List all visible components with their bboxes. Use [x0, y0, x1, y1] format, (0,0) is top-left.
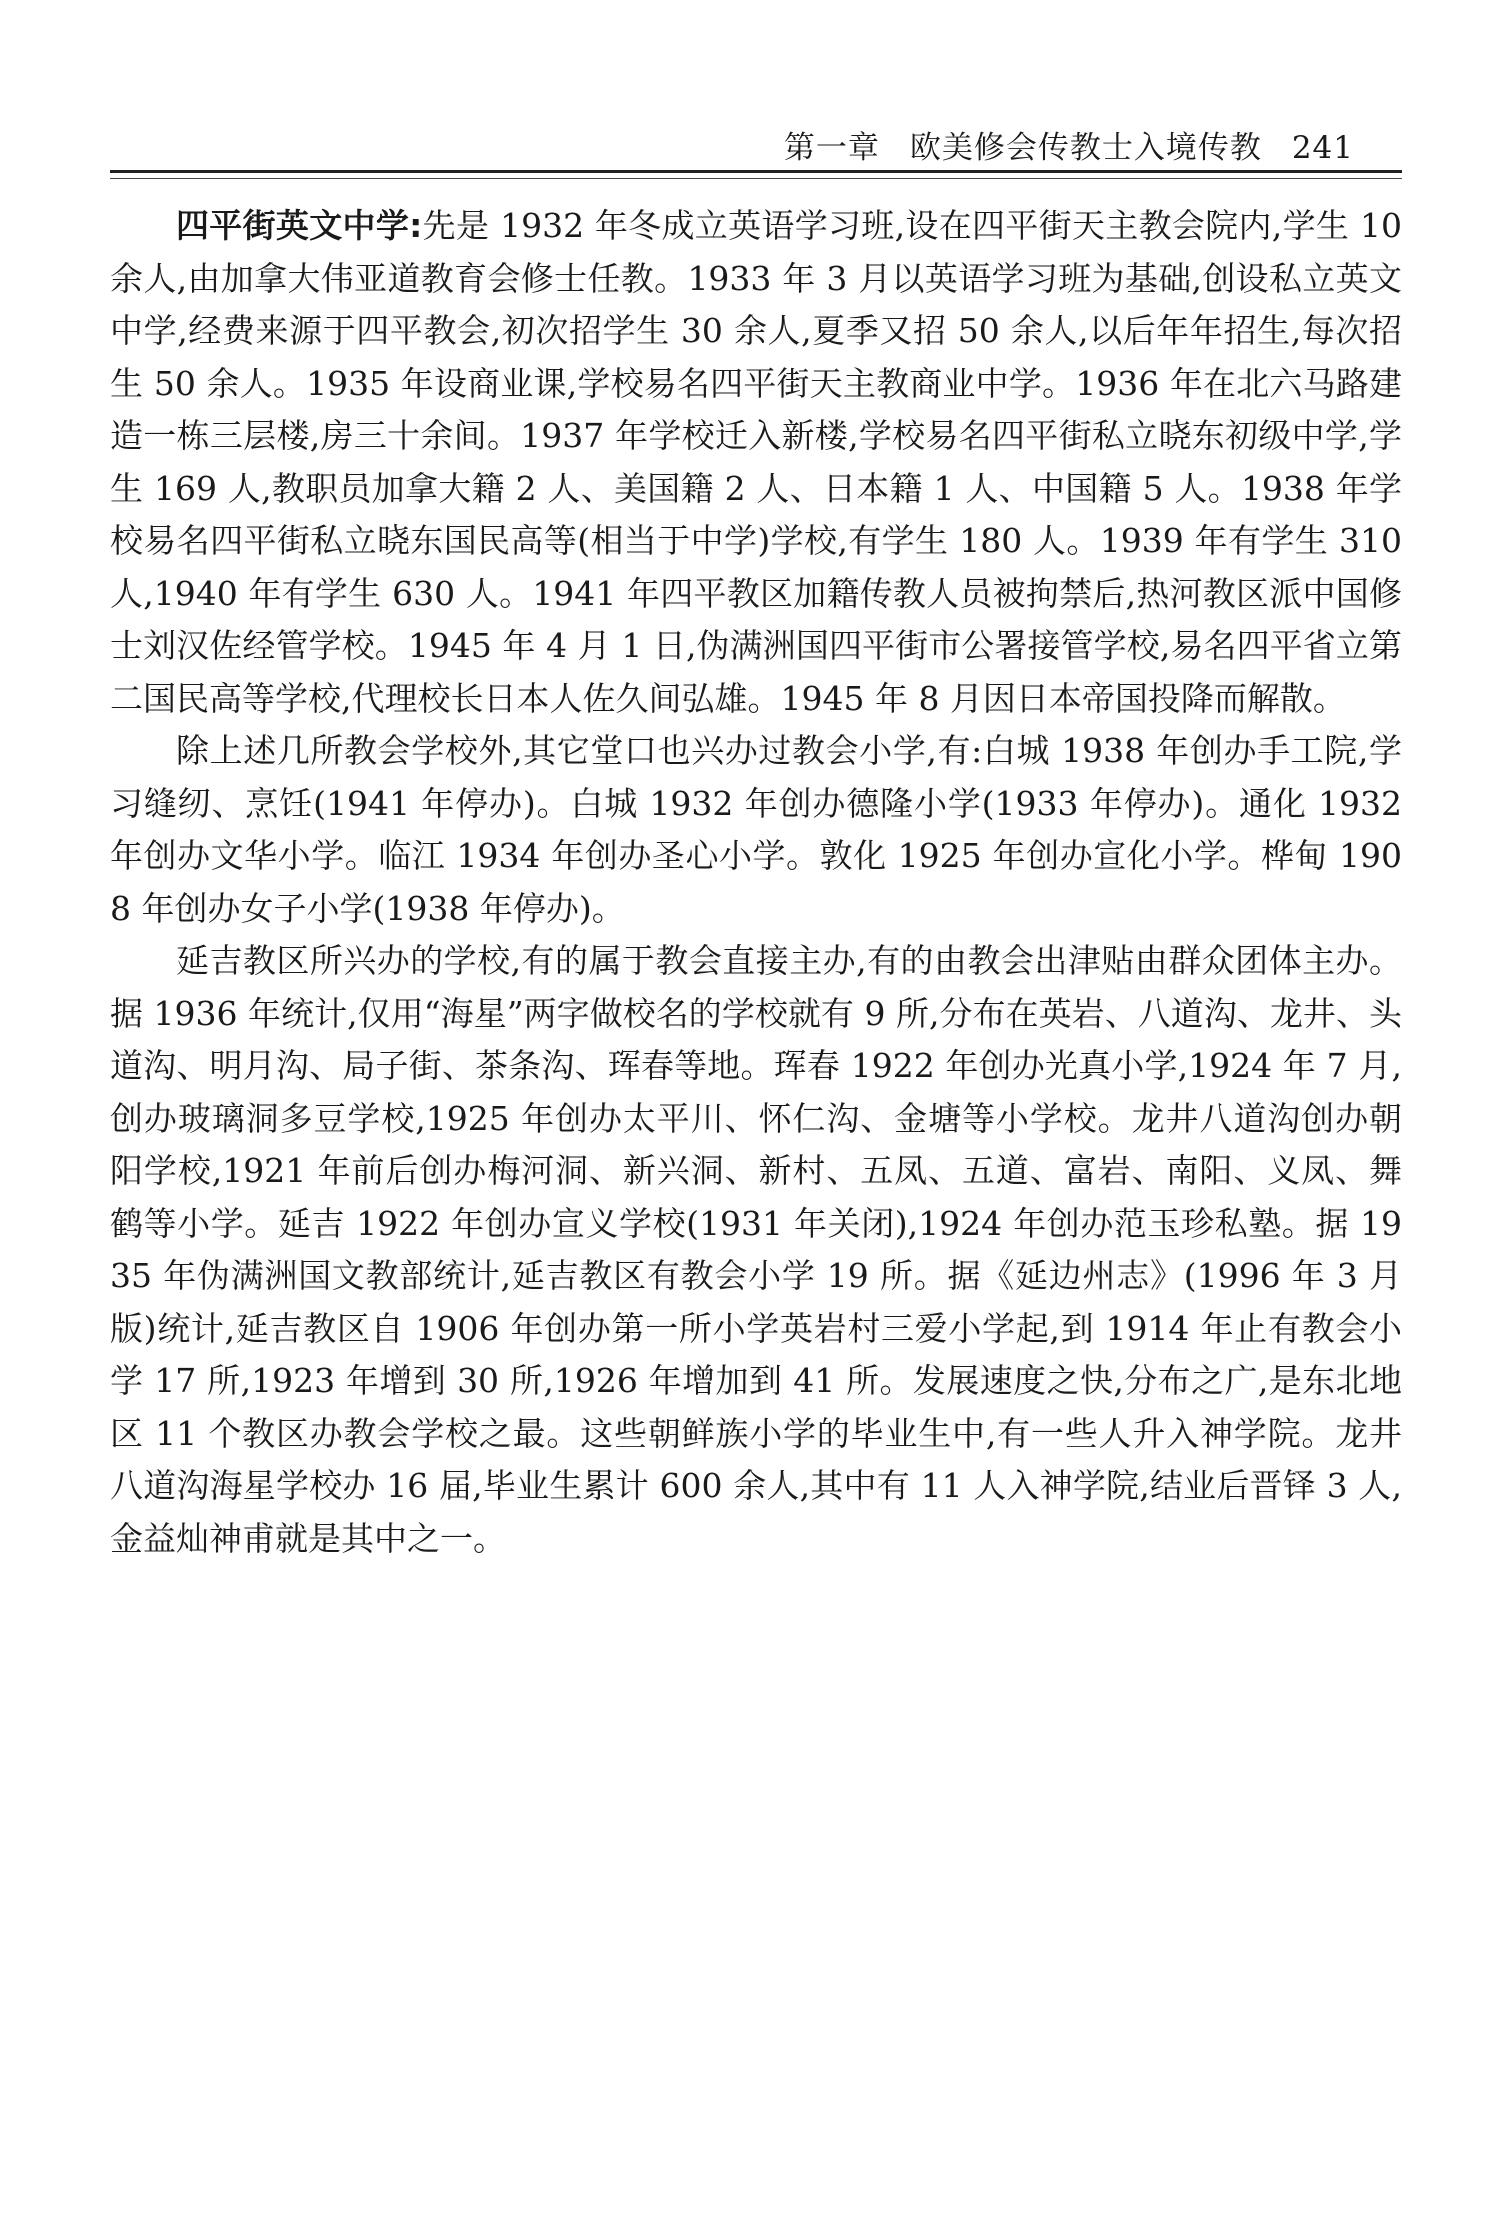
- header-rule-thick: [110, 170, 1402, 173]
- paragraph-text: 延吉教区所兴办的学校,有的属于教会直接主办,有的由教会出津贴由群众团体主办。据 1936 年统计,仅用“海星”两字做校名的学校就有 9 所,分布在英岩、八道沟、龙井、头道沟、明月沟、局子街、茶条沟、珲春等地。珲春 1922 年创办光真小学,1924 年 7 月,创办玻璃洞多豆学校,1925 年创办太平川、怀仁沟、金塘等小学校。龙井八道沟创办朝阳学校,1921 年前后创办梅河洞、新兴洞、新村、五凤、五道、富岩、南阳、义凤、舞鹤等小学。延吉 1922 年创办宣义学校(1931 年关闭),1924 年创办范玉珍私塾。据 1935 年伪满洲国文教部统计,延吉教区有教会小学 19 所。据《延边州志》(1996 年 3 月版)统计,延吉教区自 1906 年创办第一所小学英岩村三爱小学起,到 1914 年止有教会小学 17 所,1923 年增到 30 所,1926 年增加到 41 所。发展速度之快,分布之广,是东北地区 11 个教区办教会学校之最。这些朝鲜族小学的毕业生中,有一些人升入神学院。龙井八道沟海星学校办 16 届,毕业生累计 600 余人,其中有 11 人入神学院,结业后晋铎 3 人,金益灿神甫就是其中之一。: [110, 941, 1402, 1558]
- paragraph-yanji-schools: [110, 935, 1402, 1565]
- paragraph-siping-school: [110, 200, 1402, 725]
- paragraph-text: 除上述几所教会学校外,其它堂口也兴办过教会小学,有:白城 1938 年创办手工院,学习缝纫、烹饪(1941 年停办)。白城 1932 年创办德隆小学(1933 年停办)。通化 1932 年创办文华小学。临江 1934 年创办圣心小学。敦化 1925 年创办宣化小学。桦甸 1908 年创办女子小学(1938 年停办)。: [110, 731, 1402, 928]
- paragraph-other-schools: [110, 725, 1402, 935]
- chapter-label: 第一章: [783, 130, 880, 166]
- running-header: [110, 118, 1402, 168]
- body-text: [110, 200, 1402, 1565]
- header-text: [784, 122, 1354, 167]
- chapter-title: 欧美修会传教士入境传教: [909, 130, 1262, 166]
- page-number: 241: [1291, 130, 1354, 166]
- paragraph-lead: 四平街英文中学:: [176, 206, 423, 245]
- paragraph-text: 先是 1932 年冬成立英语学习班,设在四平街天主教会院内,学生 10 余人,由加拿大伟亚道教育会修士任教。1933 年 3 月以英语学习班为基础,创设私立英文中学,经费来源于四平教会,初次招学生 30 余人,夏季又招 50 余人,以后年年招生,每次招生 50 余人。1935 年设商业课,学校易名四平街天主教商业中学。1936 年在北六马路建造一栋三层楼,房三十余间。1937 年学校迁入新楼,学校易名四平街私立晓东初级中学,学生 169 人,教职员加拿大籍 2 人、美国籍 2 人、日本籍 1 人、中国籍 5 人。1938 年学校易名四平街私立晓东国民高等(相当于中学)学校,有学生 180 人。1939 年有学生 310 人,1940 年有学生 630 人。1941 年四平教区加籍传教人员被拘禁后,热河教区派中国修士刘汉佐经管学校。1945 年 4 月 1 日,伪满洲国四平街市公署接管学校,易名四平省立第二国民高等学校,代理校长日本人佐久间弘雄。1945 年 8 月因日本帝国投降而解散。: [110, 206, 1402, 718]
- header-rule-thin: [110, 178, 1402, 179]
